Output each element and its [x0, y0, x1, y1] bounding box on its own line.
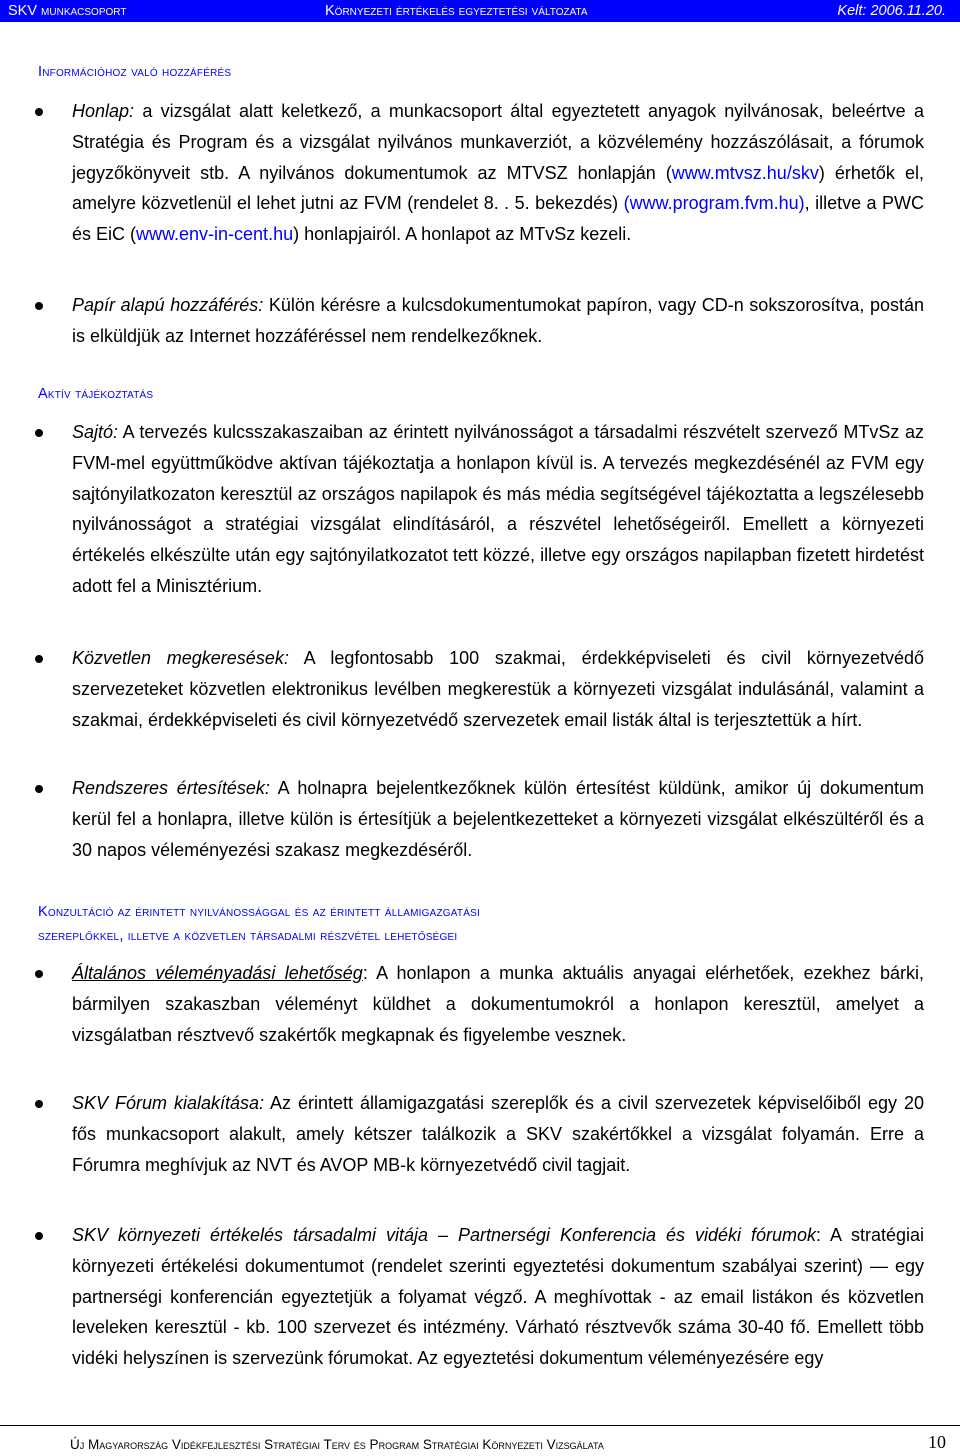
bullet-icon [35, 429, 43, 437]
link-env-in-cent[interactable]: www.env-in-cent.hu [136, 224, 294, 245]
list-item [72, 96, 924, 250]
bullet-icon [35, 302, 43, 310]
section-title-line: Konzultáció az érintett nyilvánossággal és az érintett államigazgatási [38, 904, 480, 920]
item-text: : A stratégiai környezeti értékelési dokumentumot (rendelet szerinti egyeztetési dokumentum szabályai szerint) — egy partnerségi konferencián egyeztetjük a folyamat végző. A meghívottak - az email listákon és közvetlen leveleken keresztül - kb. 100 szervezet és intézmény. Várható résztvevők száma 30-40 fő. Emellett több vidéki helyszínen is szervezünk fórumokat. Az egyeztetési dokumentum véleményezésére egy [72, 1225, 925, 1369]
item-text: a vizsgálat alatt keletkező, a munkacsoport által egyeztetett anyagok nyilvánosak, beleértve a Stratégia és Program és a vizsgálat nyilvános munkaverziót, a közvélemény hozzászólásait, a fórumok jegyzőkönyveit stb. A nyilvános dokumentumok az MTVSZ honlapján ( [72, 101, 924, 183]
link-mtvsz[interactable]: www.mtvsz.hu/skv [671, 162, 819, 183]
list-item [72, 1220, 924, 1374]
list-item [72, 773, 924, 865]
item-lead: Általános véleményadási lehetőség [72, 963, 363, 983]
paragraph [72, 96, 924, 250]
item-text: ) érhetők el, amelyre közvetlenül el lehet jutni az FVM (rendelet 8. . 5. bekezdés) [72, 162, 924, 214]
paragraph [72, 643, 924, 735]
item-text: : A honlapon a munka aktuális anyagai elérhetőek, ezekhez bárki, bármilyen szakaszban véleményt küldhet a dokumentumokról a honlapon keresztül, amelyet a vizsgálatban résztvevő szakértők megkapnak és figyelembe vesznek. [72, 963, 924, 1045]
item-lead: Rendszeres értesítések: [72, 778, 270, 798]
list-item [72, 417, 924, 602]
paragraph [72, 1220, 924, 1374]
section-title-access: Információhoz való hozzáférés [38, 64, 232, 80]
paragraph [72, 417, 924, 602]
paragraph [72, 290, 924, 352]
header-title: Környezeti értékelés egyeztetési változata [325, 3, 588, 19]
bullet-icon [35, 108, 43, 116]
page-header [0, 0, 960, 22]
item-text: , illetve a PWC és EiC ( [72, 193, 924, 245]
item-text: Az érintett államigazgatási szereplők és a civil szervezetek képviselőiből egy 20 fős munkacsoport alakult, amely kétszer találkozik a SKV szakértőkkel a vizsgálat folyamán. Erre a Fórumra meghívjuk az NVT és AVOP MB-k környezetvédő civil tagjait. [72, 1093, 924, 1175]
item-lead: Sajtó: [72, 422, 119, 442]
bullet-icon [35, 1232, 43, 1240]
item-text: A legfontosabb 100 szakmai, érdekképviseleti és civil környezetvédő szervezeteket közvetlen elektronikus levélben megkerestük a környezeti vizsgálat indulásánál, valamint a szakmai, érdekképviseleti és civil környezetvédő szervezetek email listák által is terjesztettük a hírt. [72, 648, 924, 730]
section-title-active-info: Aktív tájékoztatás [38, 386, 154, 402]
list-item [72, 290, 924, 352]
bullet-icon [35, 655, 43, 663]
item-lead: Papír alapú hozzáférés: [72, 295, 264, 315]
bullet-icon [35, 1100, 43, 1108]
item-text: A holnapra bejelentkezőknek külön értesítést küldünk, amikor új dokumentum kerül fel a honlapra, illetve külön is értesítjük a bejelentkezetteket a környezeti vizsgálat elkészültéről és a 30 napos véleményezési szakasz megkezdéséről. [72, 778, 924, 860]
page-footer [0, 1425, 960, 1456]
section-title-line: szereplőkkel, illetve a közvetlen társadalmi részvétel lehetőségei [38, 928, 458, 944]
item-lead: SKV Fórum kialakítása: [72, 1093, 265, 1113]
list-item [72, 643, 924, 735]
bullet-icon [35, 785, 43, 793]
list-item [72, 958, 924, 1050]
section-title-consultation [38, 900, 480, 948]
paragraph [72, 1088, 924, 1180]
header-date: Kelt: 2006.11.20. [837, 3, 946, 19]
paragraph [72, 773, 924, 865]
footer-title: Új Magyarország Vidékfejlesztési Stratégiai Terv és Program Stratégiai Környezeti Vizsgálata [70, 1437, 604, 1452]
item-text: Külön kérésre a kulcsdokumentumokat papíron, vagy CD-n sokszorosítva, postán is elküldjük az Internet hozzáféréssel nem rendelkezőknek. [72, 295, 924, 346]
item-text: ) honlapjairól. A honlapot az MTvSz kezeli. [293, 224, 632, 245]
item-lead: SKV környezeti értékelés társadalmi vitája – Partnerségi Konferencia és vidéki fórumok [72, 1225, 817, 1245]
link-program-fvm[interactable]: (www.program.fvm.hu) [623, 193, 805, 214]
item-lead: Közvetlen megkeresések: [72, 648, 289, 668]
header-left: SKV munkacsoport [8, 3, 127, 19]
bullet-icon [35, 970, 43, 978]
paragraph [72, 958, 924, 1050]
item-text: A tervezés kulcsszakaszaiban az érintett nyilvánosságot a társadalmi részvételt szervező MTvSz az FVM-mel együttműködve aktívan tájékoztatja a honlapon kívül is. A tervezés megkezdésénél az FVM egy sajtónyilatkozaton keresztül az országos napilapok és más média segítségével tájékoztatta a legszélesebb nyilvánosságot a stratégiai vizsgálat elindításáról, a részvétel lehetőségeiről. Emellett a környezeti értékelés elkészülte után egy sajtónyilatkozatot tett közzé, illetve egy országos napilapban fizetett hirdetést adott fel a Minisztérium. [72, 422, 924, 596]
page-number: 10 [928, 1432, 946, 1452]
item-lead: Honlap: [72, 101, 135, 121]
list-item [72, 1088, 924, 1180]
